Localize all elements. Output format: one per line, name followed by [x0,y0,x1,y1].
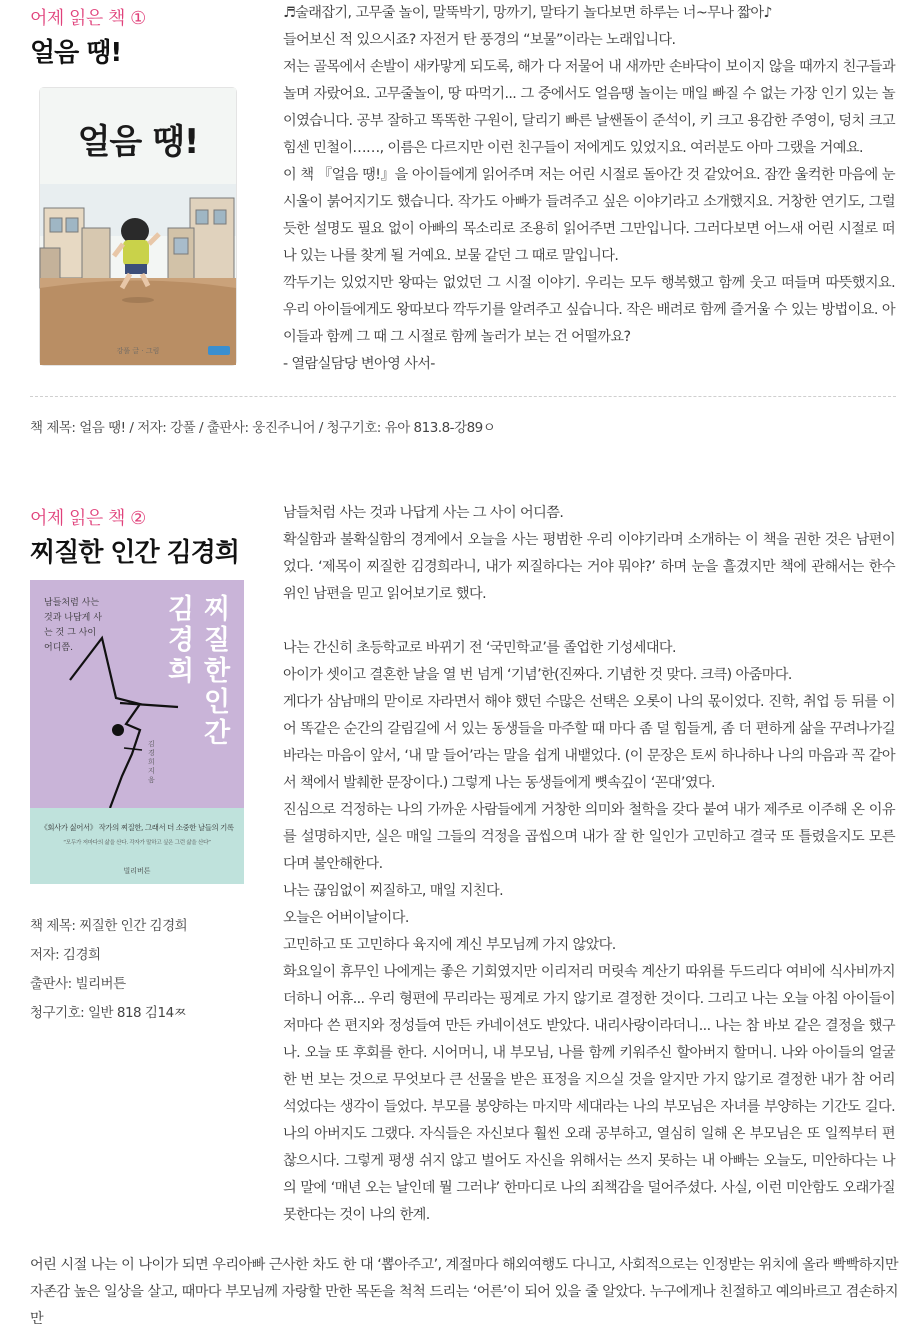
book1-para-2: 들어보신 적 있으시죠? 자전거 탄 풍경의 “보물”이라는 노래입니다. [283,32,676,48]
cover2-publisher: 빌리버튼 [123,867,151,875]
book2-info-publisher: 출판사: 빌리버튼 [30,976,126,992]
cover2-title-right: 찌질한 인간 [204,594,231,749]
book2-para-10: 고민하고 또 고민하다 육지에 계신 부모님께 가지 않았다. [283,937,616,953]
cover1-author: 강풀 글 · 그림 [116,347,160,355]
book2-para-8: 나는 끊임없이 찌질하고, 매일 지친다. [283,883,504,899]
book2-cover [30,580,244,884]
book2-para-4: 나는 간신히 초등학교로 바뀌기 전 ‘국민학교’를 졸업한 기성세대다. [283,640,676,656]
book2-info [30,914,187,1030]
book2-para-1: 남들처럼 사는 것과 나답게 사는 그 사이 어디쯤. [283,505,564,521]
book2-para-11: 화요일이 휴무인 나에게는 좋은 기회였지만 이리저리 머릿속 계산기 따위를 두드리다 여비에 식사비까지 더하니 어휴... 우리 형편에 무리라는 핑계로 가지 않기로 결정한 것이다. 그리고 나는 오늘 아침 아이들이 저마다 쓴 편지와 정성들여 만든 카네이션도 받았다. 내리사랑이라더니... 나는 참 바보 같은 결정을 했구나. 오늘 또 후회를 한다. 시어머니, 내 부모님, 나를 함께 키워주신 할아버지 할머니. 나와 아이들의 얼굴 한 번 보는 것으로 무엇보다 큰 선물을 받은 표정을 지으실 것을 알지만 가지 않기로 결정한 내가 참 어리석었다는 생각이 들었다. 부모를 봉양하는 마지막 세대라는 나의 부모님은 자녀를 부양하는 기간도 길다. 나의 아버지도 그랬다. 자식들은 자신보다 훨씬 오래 공부하고, 열심히 일해 온 부모님은 또 일찍부터 편찮으시다. 그렇게 평생 쉬지 않고 벌어도 자신을 위해서는 쓰지 못하는 내 아빠는 오늘도, 미안하다는 나의 말에 ‘매년 오는 날인데 뭘 그러냐’ 한마디로 나의 죄책감을 덜어주셨다. 사실, 이런 미안함도 오래가질 못한다는 것이 나의 한계. [283,964,895,1223]
paragraph-gap [283,608,895,635]
book2-title: 찌질한 인간 김경희 [30,538,240,568]
book1-para-1: ♬술래잡기, 고무줄 놀이, 말뚝박기, 망까기, 말타기 놀다보면 하루는 너~무나 짧아♪ [283,5,772,21]
book2-review [283,500,895,1229]
book2-bottom-paragraph: 어린 시절 나는 이 나이가 되면 우리아빠 근사한 차도 한 대 ‘뽑아주고’, 계절마다 해외여행도 다니고, 사회적으로는 인정받는 위치에 올라 빡빡하지만 자존감 높은 일상을 살고, 때마다 부모님께 자랑할 만한 목돈을 척척 드리는 ‘어른’이 되어 있을 줄 알았다. 누구에게나 친절하고 예의바르고 겸손하지만 [30,1257,898,1327]
cover2-title-left: 김경희 [168,594,195,687]
book2-info-title: 책 제목: 찌질한 인간 김경희 [30,918,188,934]
face-line-art [30,580,244,808]
cover2-small: “모두가 저마다의 삶을 산다. 각자가 말하고 싶은 그런 삶을 산다” [63,840,211,846]
book2-para-7: 진심으로 걱정하는 나의 가까운 사람들에게 거창한 의미와 철학을 갖다 붙여 내가 제주로 이주해 온 이유를 설명하지만, 실은 매일 그들의 걱정을 곱씹으며 내가 잘 한 일인가 고민하고 결국 또 틀렸을지도 모른다며 불안해한다. [283,802,895,872]
book1-para-5: 깍두기는 있었지만 왕따는 없었던 그 시절 이야기. 우리는 모두 행복했고 함께 웃고 떠들며 따뜻했지요. 우리 아이들에게도 왕따보다 깍두기를 알려주고 싶습니다. 작은 배려로 함께 즐거울 수 있는 방법이요. 아이들과 함께 그 때 그 시절로 함께 놀러가 보는 건 어떨까요? [283,275,895,345]
book2-info-author: 저자: 김경희 [30,947,101,963]
book1-cover-title: 얼음 땡! [77,122,199,162]
cover2-author: 김경희 지음 [148,740,155,784]
book1-para-4: 이 책 『얼음 땡!』을 아이들에게 읽어주며 저는 어린 시절로 돌아간 것 같았어요. 잠깐 울컥한 마음에 눈시울이 붉어지기도 했습니다. 작가도 아빠가 들려주고 싶은 이야기라고 소개했지요. 거창한 연기도, 그럴듯한 설명도 필요 없이 아빠의 목소리로 조용히 읽어주면 그만입니다. 그러다보면 어느새 어린 시절로 떠나 있는 나를 찾게 될 거예요. 보물 같던 그 때로 말입니다. [283,167,895,264]
book1-cover [40,88,236,365]
book1-info: 책 제목: 얼음 땡! / 저자: 강풀 / 출판사: 웅진주니어 / 청구기호: 유아 813.8-강89ㅇ [30,420,496,436]
book1-review [283,0,895,378]
book2-info-callnumber: 청구기호: 일반 818 김14ㅉ [30,1005,187,1021]
cover2-subtitle: 남들처럼 사는 것과 나답게 사는 것 그 사이 어디쯤. [44,598,102,653]
cover2-tagline: 《회사가 싫어서》 작가의 찌질한, 그래서 더 소중한 날들의 기록 [40,823,234,832]
book1-title: 얼음 땡! [30,38,122,68]
book2-para-6: 게다가 삼남매의 맏이로 자라면서 해야 했던 수많은 선택은 오롯이 나의 몫이었다. 진학, 취업 등 뒤를 이어 똑같은 순간의 갈림길에 서 있는 동생들을 마주할 때 마다 좀 덜 힘들게, 좀 더 편하게 삶을 꾸려나가길 바라는 마음이 앞서, ‘내 말 들어’라는 말을 쉽게 내뱉었다. (이 문장은 토씨 하나하나 나의 마음과 꼭 같아서 책에서 발췌한 문장이다.) 그렇게 나는 동생들에게 뼛속깊이 ‘꼰대’였다. [283,694,895,791]
book2-para-9: 오늘은 어버이날이다. [283,910,409,926]
book2-para-2: 확실함과 불확실함의 경계에서 오늘을 사는 평범한 우리 이야기라며 소개하는 이 책을 권한 것은 남편이었다. ‘제목이 찌질한 김경희라니, 내가 찌질하다는 거야 뭐야?’ 하며 눈을 흘겼지만 책에 관해서는 한수 위인 남편을 믿고 읽어보기로 했다. [283,532,895,602]
book1-para-3: 저는 골목에서 손발이 새카맣게 되도록, 해가 다 저물어 내 새까만 손바닥이 보이지 않을 때까지 친구들과 놀며 자랐어요. 고무줄놀이, 땅 따먹기... 그 중에서도 얼음땡 놀이는 매일 빠질 수 없는 가장 인기 있는 놀이였습니다. 공부 잘하고 똑똑한 구원이, 달리기 빠른 날쌘돌이 준석이, 키 크고 용감한 주영이, 덩치 크고 힘센 민철이……, 이름은 다르지만 이런 친구들이 저에게도 있었지요. 여러분도 아마 그랬을 거예요. [283,59,895,156]
book2-para-5: 아이가 셋이고 결혼한 날을 열 번 넘게 ‘기념’한(진짜다. 기념한 것 맞다. 크큭) 아줌마다. [283,667,792,683]
book1-signature: - 열람실담당 변아영 사서- [283,356,435,372]
book2-label: 어제 읽은 책 ② [30,508,146,529]
book1-label: 어제 읽은 책 ① [30,8,146,29]
section-divider [30,396,896,397]
